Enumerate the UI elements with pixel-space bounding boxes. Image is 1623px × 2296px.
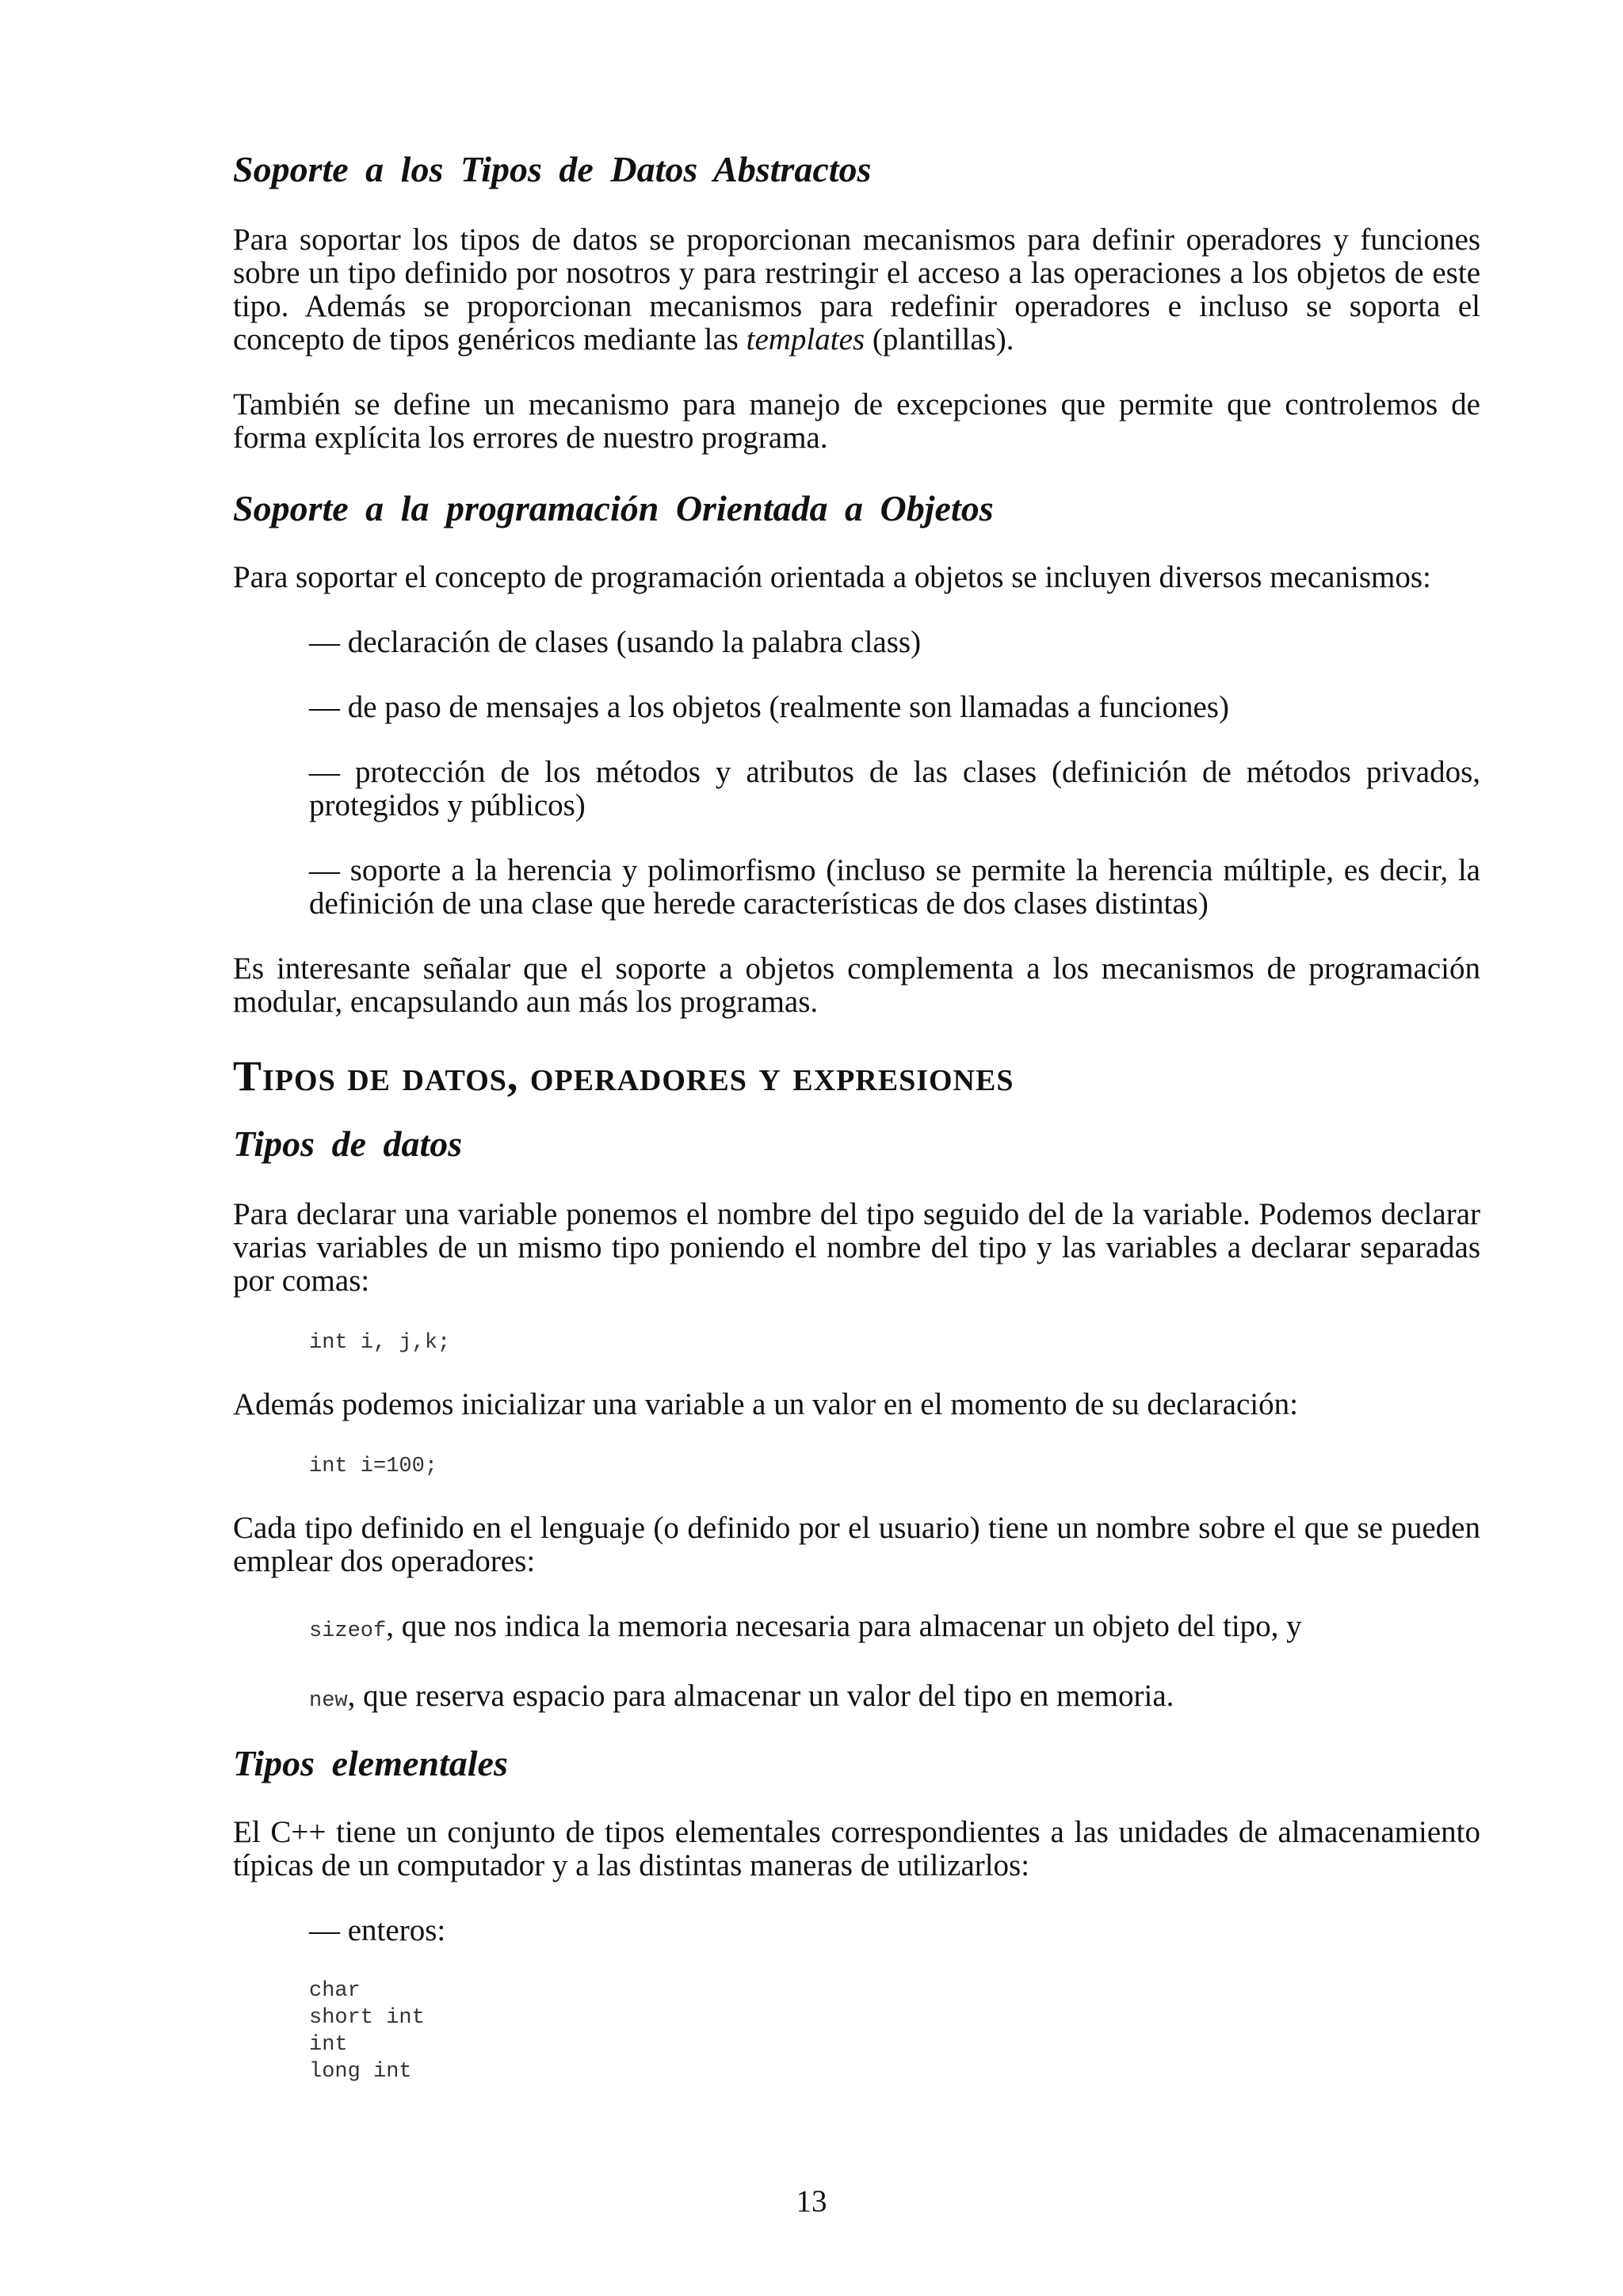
type-name: char xyxy=(309,1979,361,2003)
code-snippet-initialization: int i=100; xyxy=(309,1455,438,1478)
operator-sizeof xyxy=(309,1610,1480,1648)
list-item: — protección de los métodos y atributos de las clases (definición de métodos privados, protegidos y públicos) xyxy=(309,755,1480,822)
new-code: new xyxy=(309,1689,348,1713)
templates-term: templates xyxy=(746,322,865,357)
sizeof-description: , que nos indica la memoria necesaria para almacenar un objeto del tipo, y xyxy=(386,1609,1302,1643)
code-snippet-declaration: int i, j,k; xyxy=(309,1331,451,1355)
paragraph-tipos-elementales: El C++ tiene un conjunto de tipos elementales correspondientes a las unidades de almacenamiento típicas de un computador y a las distintas maneras de utilizarlos: xyxy=(233,1815,1480,1882)
type-name: int xyxy=(309,2033,348,2057)
paragraph-tipos-datos-2: Además podemos inicializar una variable a un valor en el momento de su declaración: xyxy=(233,1387,1298,1421)
list-item-enteros: — enteros: xyxy=(309,1913,446,1947)
page-content xyxy=(233,147,1480,2085)
type-name: short int xyxy=(309,2006,425,2030)
list-item: — soporte a la herencia y polimorfismo (incluso se permite la herencia múltiple, es decir, la definición de una clase que herede características de dos clases distintas) xyxy=(309,853,1480,921)
new-description: , que reserva espacio para almacenar un valor del tipo en memoria. xyxy=(347,1679,1174,1713)
paragraph-oop-closing: Es interesante señalar que el soporte a objetos complementa a los mecanismos de programación modular, encapsulando aun más los programas. xyxy=(233,952,1480,1019)
operator-new xyxy=(309,1680,1480,1718)
paragraph-oop-intro: Para soportar el concepto de programación orientada a objetos se incluyen diversos mecanismos: xyxy=(233,560,1431,594)
paragraph-tad-2: También se define un mecanismo para manejo de excepciones que permite que controlemos de forma explícita los errores de nuestro programa. xyxy=(233,387,1480,455)
paragraph-tad-1-end: (plantillas). xyxy=(865,322,1014,357)
list-item: — declaración de clases (usando la palabra class) xyxy=(309,625,922,659)
type-name: long int xyxy=(309,2060,412,2084)
paragraph-tipos-datos-3: Cada tipo definido en el lenguaje (o definido por el usuario) tiene un nombre sobre el que se pueden emplear dos operadores: xyxy=(233,1511,1480,1578)
paragraph-tad-1-text: Para soportar los tipos de datos se proporcionan mecanismos para definir operadores y funciones sobre un tipo definido por nosotros y para restringir el acceso a las operaciones a los objetos de este tipo. Además se proporcionan mecanismos para redefinir operadores e incluso se soporta el concepto de tipos genéricos mediante las xyxy=(233,223,1480,357)
section-heading-tipos-datos: Tipos de datos xyxy=(233,1123,463,1164)
page-number: 13 xyxy=(796,2184,827,2218)
chapter-title xyxy=(233,1051,1480,1101)
paragraph-tipos-datos-1: Para declarar una variable ponemos el nombre del tipo seguido del de la variable. Podemos declarar varias variables de un mismo tipo poniendo el nombre del tipo y las variables a declarar separadas por comas: xyxy=(233,1197,1480,1298)
section-heading-tipos-elementales: Tipos elementales xyxy=(233,1743,508,1783)
list-item: — de paso de mensajes a los objetos (realmente son llamadas a funciones) xyxy=(309,690,1229,724)
section-heading-tad: Soporte a los Tipos de Datos Abstractos xyxy=(233,149,872,189)
sizeof-code: sizeof xyxy=(309,1619,387,1643)
section-heading-oop: Soporte a la programación Orientada a Objetos xyxy=(233,488,994,528)
integer-types-list xyxy=(309,1978,1480,2085)
paragraph-tad-1 xyxy=(233,223,1480,357)
chapter-title-text: Tipos de datos, operadores y expresiones xyxy=(233,1052,1014,1100)
